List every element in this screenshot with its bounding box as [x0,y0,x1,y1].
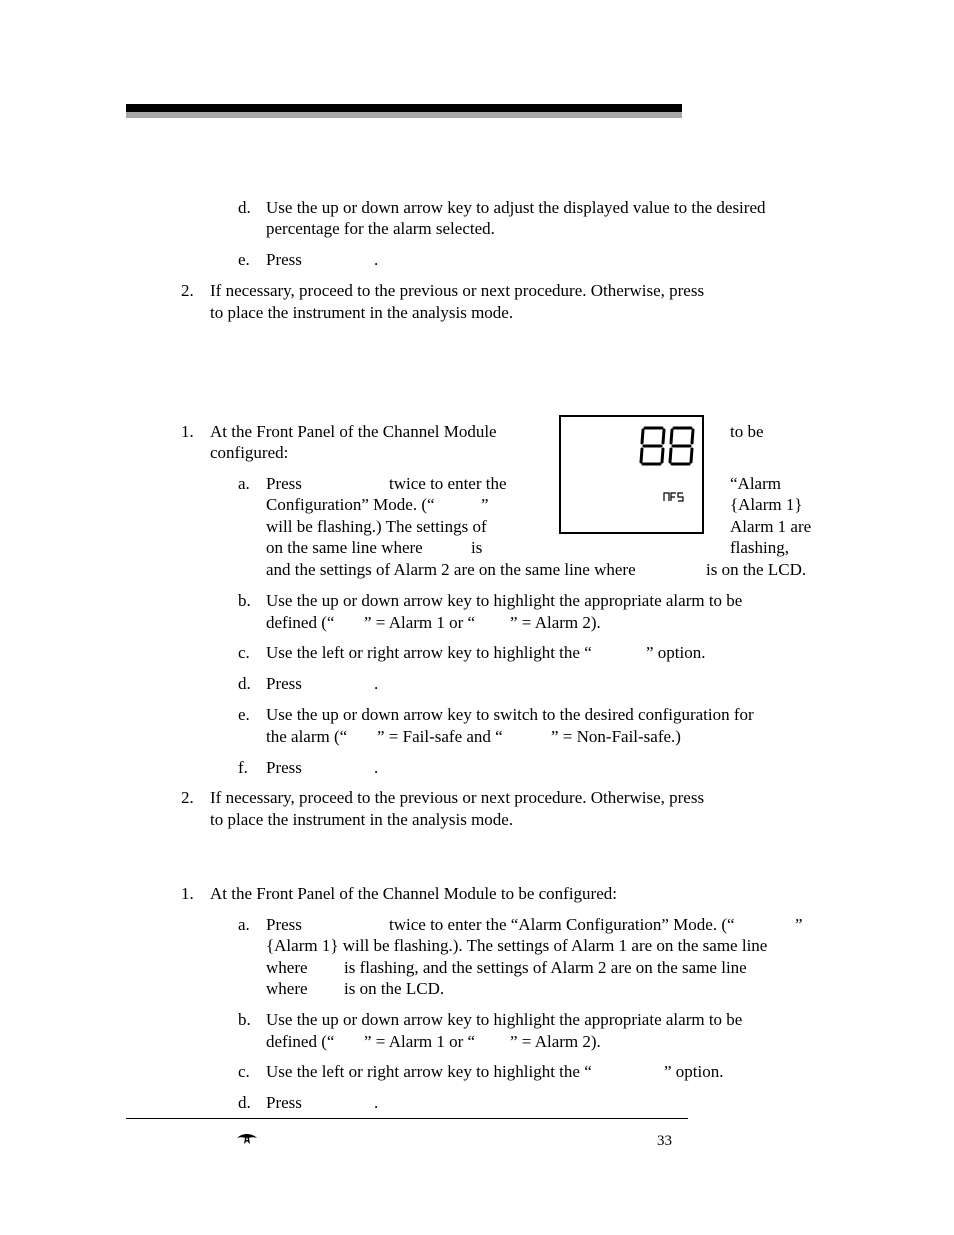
step-text: to place the instrument in the analysis mode. [210,810,514,829]
step-text: on the same line where [266,538,423,557]
step-text: . [374,758,379,777]
step-text: ” = Alarm 2). [510,1032,601,1051]
step-text: Press [266,474,302,493]
step-text: flashing, [730,538,790,557]
step-text: will be flashing.) The settings of [266,517,487,536]
step-text: ” [481,495,489,514]
step-text: configured: [210,443,289,462]
list-marker: 1. [181,884,194,903]
step-text: where [266,958,308,977]
step-text: Press [266,1093,302,1112]
step-text: ” [795,915,803,934]
step-text: twice to enter the [389,474,507,493]
step-text: Press [266,915,302,934]
step-text: Use the up or down arrow key to highlight the appropriate alarm to be [266,591,743,610]
list-marker: c. [238,1062,250,1081]
list-marker: a. [238,915,250,934]
step-text: ” = Alarm 1 or “ [364,613,476,632]
step-text: Use the up or down arrow key to adjust the displayed value to the desired [266,198,766,217]
step-text: {Alarm 1} will be flashing.). The settings of Alarm 1 are on the same line [266,936,768,955]
step-text: Use the left or right arrow key to highlight the “ [266,1062,592,1081]
page-number: 33 [657,1133,672,1149]
lcd-display-figure [559,415,704,534]
step-text: Use the up or down arrow key to highlight the appropriate alarm to be [266,1010,743,1029]
teledyne-logo-icon [236,1132,258,1151]
step-text: “Alarm [730,474,781,493]
list-marker: b. [238,1010,251,1029]
step-text: percentage for the alarm selected. [266,219,495,238]
step-text: ” option. [646,643,706,662]
list-marker: 1. [181,422,194,441]
list-marker: 2. [181,788,194,807]
step-text: If necessary, proceed to the previous or next procedure. Otherwise, press [210,281,705,300]
list-marker: c. [238,643,250,662]
step-text: is [471,538,483,557]
step-text: defined (“ [266,1032,335,1051]
step-text: where [266,979,308,998]
footer-rule [126,1118,688,1119]
step-text: Press [266,250,302,269]
list-marker: e. [238,250,250,269]
list-marker: d. [238,198,251,217]
list-marker: d. [238,674,251,693]
list-marker: b. [238,591,251,610]
step-text: At the Front Panel of the Channel Module [210,422,497,441]
step-text: Use the up or down arrow key to switch to the desired configuration for [266,705,754,724]
step-text: ” = Alarm 2). [510,613,601,632]
step-text: {Alarm 1} [730,495,803,514]
step-text: At the Front Panel of the Channel Module to be configured: [210,884,617,903]
step-text: to be [730,422,764,441]
step-text: is on the LCD. [344,979,445,998]
header-rule-black [126,104,682,112]
step-text: and the settings of Alarm 2 are on the same line where [266,560,636,579]
step-text: defined (“ [266,613,335,632]
list-marker: d. [238,1093,251,1112]
step-text: Use the left or right arrow key to highlight the “ [266,643,592,662]
step-text: If necessary, proceed to the previous or next procedure. Otherwise, press [210,788,705,807]
step-text: ” = Alarm 1 or “ [364,1032,476,1051]
header-rule-gray [126,112,682,118]
step-text: is flashing, and the settings of Alarm 2 are on the same line [344,958,747,977]
step-text: twice to enter the “Alarm Configuration” Mode. (“ [389,915,735,934]
step-text: Press [266,674,302,693]
step-text: ” = Fail-safe and “ [377,727,503,746]
list-marker: f. [238,758,248,777]
step-text: . [374,1093,379,1112]
step-text: Press [266,758,302,777]
step-text: . [374,250,379,269]
step-text: ” = Non-Fail-safe.) [551,727,681,746]
step-text: the alarm (“ [266,727,348,746]
step-text: ” option. [664,1062,724,1081]
step-text: . [374,674,379,693]
list-marker: a. [238,474,250,493]
step-text: Alarm 1 are [730,517,812,536]
step-text: is on the LCD. [706,560,807,579]
list-marker: 2. [181,281,194,300]
lcd-digits-icon [561,417,702,532]
list-marker: e. [238,705,250,724]
step-text: Configuration” Mode. (“ [266,495,435,514]
step-text: to place the instrument in the analysis mode. [210,303,514,322]
